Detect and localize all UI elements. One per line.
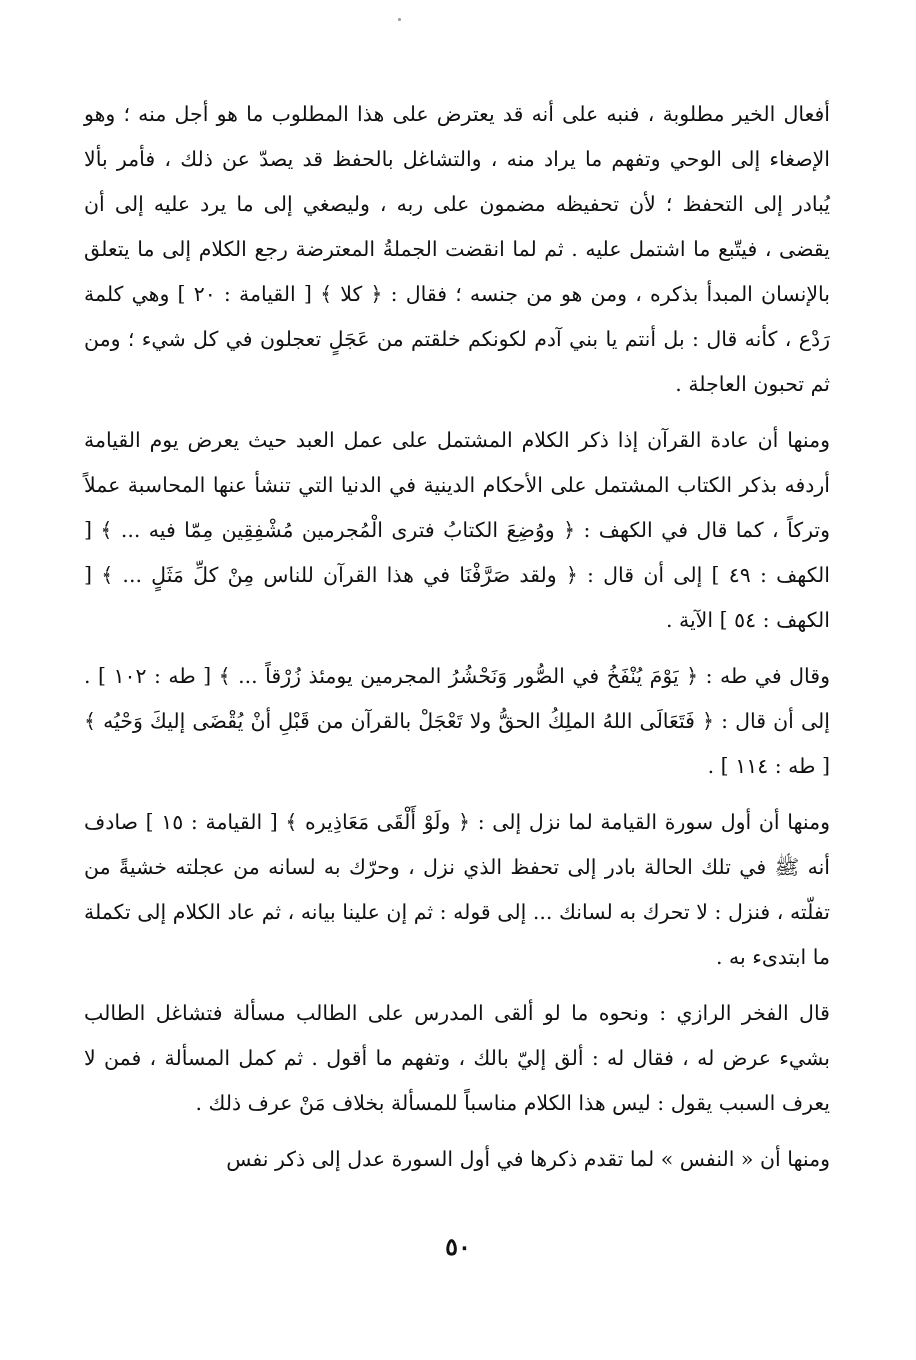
paragraph-5: قال الفخر الرازي : ونحوه ما لو ألقى المدرس على الطالب مسألة فتشاغل الطالب بشيء عرض له ، فقال له : ألق إليّ بالك ، وتفهم ما أقول . ثم كمل المسألة ، فمن لا يعرف السبب يقول : ليس هذا الكلام مناسباً للمسألة بخلاف مَنْ عرف ذلك . xyxy=(84,1001,830,1115)
paragraph-3: وقال في طه : ﴿ يَوْمَ يُنْفَخُ في الصُّور وَنَحْشُرُ المجرمين يومئذ زُرْقاً ... ﴾ [ طه : ١٠٢ ] . إلى أن قال : ﴿ فَتَعَالَى اللهُ الملِكُ الحقُّ ولا تَعْجَلْ بالقرآن من قَبْلِ أنْ يُقْضَى إليكَ وَحْيُه ﴾ [ طه : ١١٤ ] . xyxy=(84,664,830,778)
paragraph-6: ومنها أن « النفس » لما تقدم ذكرها في أول السورة عدل إلى ذكر نفس xyxy=(226,1147,830,1171)
paragraph-2: ومنها أن عادة القرآن إذا ذكر الكلام المشتمل على عمل العبد حيث يعرض يوم القيامة أردفه بذكر الكتاب المشتمل على الأحكام الدينية في الدنيا التي تنشأ عنها المحاسبة عملاً وتركاً ، كما قال في الكهف : ﴿ ووُضِعَ الكتابُ فترى الْمُجرمين مُشْفِقِين مِمّا فيه ... ﴾ [ الكهف : ٤٩ ] إلى أن قال : ﴿ ولقد صَرَّفْنَا في هذا القرآن للناس مِنْ كلِّ مَثَلٍ ... ﴾ [ الكهف : ٥٤ ] الآية . xyxy=(84,428,831,632)
body-text xyxy=(84,92,830,1182)
paragraph-1: أفعال الخير مطلوبة ، فنبه على أنه قد يعترض على هذا المطلوب ما هو أجل منه ؛ وهو الإصغاء إلى الوحي وتفهم ما يراد منه ، والتشاغل بالحفظ قد يصدّ عن ذلك ، فأمر بألا يُبادر إلى التحفظ ؛ لأن تحفيظه مضمون على ربه ، وليصغي إلى ما يرد عليه إلى أن يقضى ، فيتّبع ما اشتمل عليه . ثم لما انقضت الجملةُ المعترضة رجع الكلام إلى ما يتعلق بالإنسان المبدأ بذكره ، ومن هو من جنسه ؛ فقال : ﴿ كلا ﴾ [ القيامة : ٢٠ ] وهي كلمة رَدْع ، كأنه قال : بل أنتم يا بني آدم لكونكم خلقتم من عَجَلٍ تعجلون في كل شيء ؛ ومن ثم تحبون العاجلة . xyxy=(84,102,830,396)
paragraph-4: ومنها أن أول سورة القيامة لما نزل إلى : ﴿ ولَوْ أَلْقَى مَعَاذِيره ﴾ [ القيامة : ١٥ ] صادف أنه ﷺ في تلك الحالة بادر إلى تحفظ الذي نزل ، وحرّك به لسانه من عجلته خشيةً من تفلّته ، فنزل : لا تحرك به لسانك ... إلى قوله : ثم إن علينا بيانه ، ثم عاد الكلام إلى تكملة ما ابتدىء به . xyxy=(84,810,830,969)
scan-speck xyxy=(398,18,401,21)
page-number: ٥٠ xyxy=(445,1232,471,1261)
